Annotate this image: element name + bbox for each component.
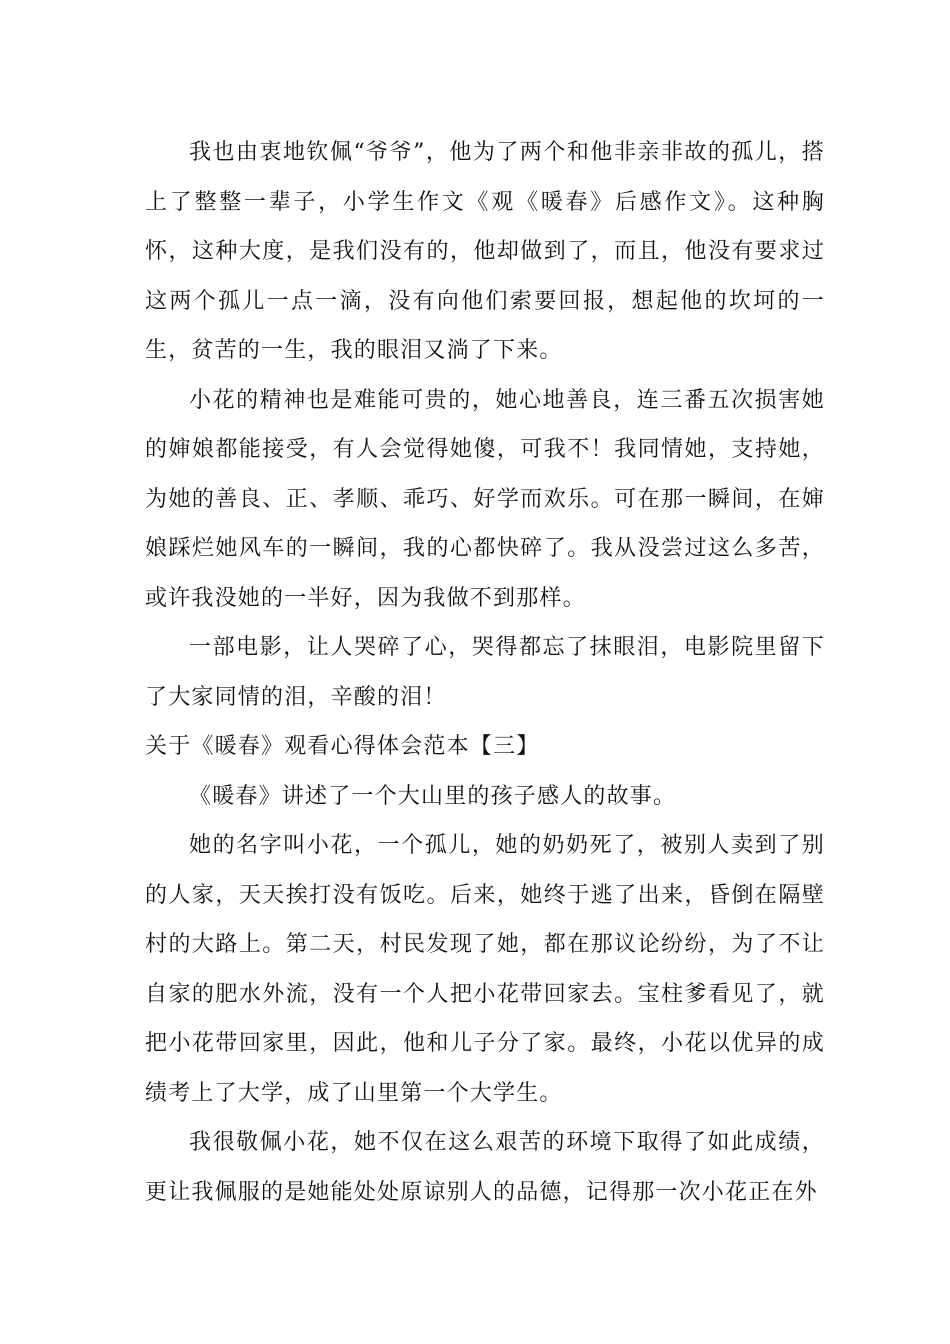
section-heading: 关于《暖春》观看心得体会范本【三】 <box>145 734 540 759</box>
paragraph-xiaohua-spirit: 小花的精神也是难能可贵的，她心地善良，连三番五次损害她的婶娘都能接受，有人会觉得她傻，可我不！我同情她，支持她，为她的善良、正、孝顺、乖巧、好学而欢乐。可在那一瞬间，在婶娘踩烂她风车的一瞬间，我的心都快碎了。我从没尝过这么多苦，或许我没她的一半好，因为我做不到那样。 <box>145 387 825 611</box>
document-body <box>145 128 825 1217</box>
paragraph-grandpa-admiration: 我也由衷地钦佩“爷爷”，他为了两个和他非亲非故的孤儿，搭上了整整一辈子，小学生作文《观《暖春》后感作文》。这种胸怀，这种大度，是我们没有的，他却做到了，而且，他没有要求过这两个孤儿一点一滴，没有向他们索要回报，想起他的坎坷的一生，贫苦的一生，我的眼泪又淌了下来。 <box>145 140 825 363</box>
paragraph-story-intro: 《暖春》讲述了一个大山里的孩子感人的故事。 <box>189 783 677 809</box>
paragraph-movie-tears: 一部电影，让人哭碎了心，哭得都忘了抹眼泪，电影院里留下了大家同情的泪，辛酸的泪！ <box>145 635 825 710</box>
paragraph-story-summary: 她的名字叫小花，一个孤儿，她的奶奶死了，被别人卖到了别的人家，天天挨打没有饭吃。后来，她终于逃了出来，昏倒在隔壁村的大路上。第二天，村民发现了她，都在那议论纷纷，为了不让自家的肥水外流，没有一个人把小花带回家去。宝柱爹看见了，就把小花带回家里，因此，他和儿子分了家。最终，小花以优异的成绩考上了大学，成了山里第一个大学生。 <box>145 833 825 1106</box>
paragraph-admire-xiaohua: 我很敬佩小花，她不仅在这么艰苦的环境下取得了如此成绩，更让我佩服的是她能处处原谅别人的品德，记得那一次小花正在外 <box>145 1130 825 1205</box>
